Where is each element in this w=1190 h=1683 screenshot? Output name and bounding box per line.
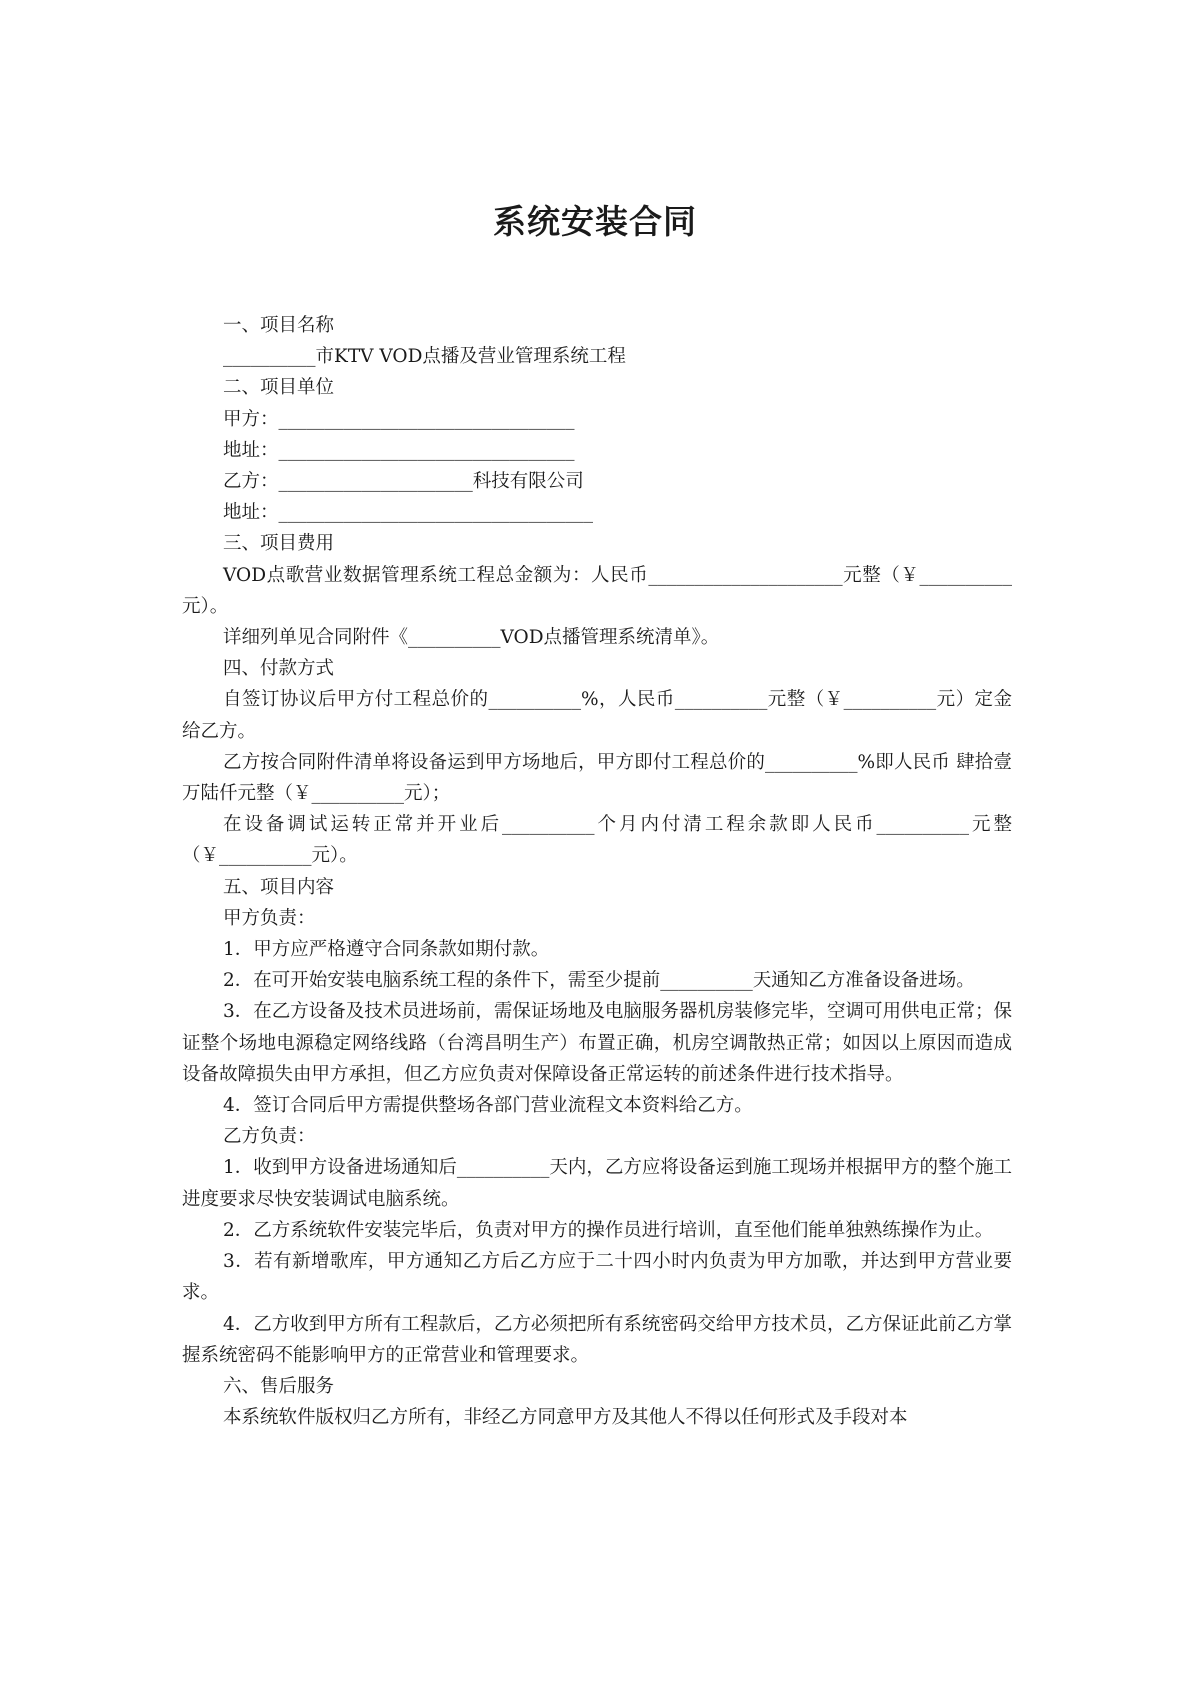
- party-a-address-line: 地址：________________________________: [223, 439, 575, 461]
- section-heading-project-name: 一、项目名称: [223, 315, 335, 336]
- deposit-paragraph: 自签订协议后甲方付工程总价的__________%，人民币__________元整（￥__________元）定金给乙方。: [182, 689, 1012, 742]
- party-b-address-line: 地址：__________________________________: [223, 502, 594, 524]
- section-heading-project-content: 五、项目内容: [223, 876, 335, 898]
- section-heading-after-sales: 六、售后服务: [223, 1375, 335, 1397]
- party-b-duties-heading: 乙方负责：: [223, 1126, 316, 1148]
- section-heading-project-parties: 二、项目单位: [223, 377, 335, 399]
- party-b-duty-1: 1．收到甲方设备进场通知后__________天内，乙方应将设备运到施工现场并根据甲方的整个施工进度要求尽快安装调试电脑系统。: [182, 1157, 1012, 1210]
- party-b-duty-2: 2．乙方系统软件安装完毕后，负责对甲方的操作员进行培训，直至他们能单独熟练操作为止。: [223, 1219, 994, 1241]
- party-a-line: 甲方：________________________________: [223, 408, 575, 430]
- party-a-duty-1: 1．甲方应严格遵守合同条款如期付款。: [223, 939, 550, 961]
- party-b-duty-3: 3．若有新增歌库，甲方通知乙方后乙方应于二十四小时内负责为甲方加歌，并达到甲方营业要求。: [182, 1251, 1012, 1304]
- after-sales-paragraph: 本系统软件版权归乙方所有，非经乙方同意甲方及其他人不得以任何形式及手段对本: [223, 1407, 908, 1429]
- attachment-reference-line: 详细列单见合同附件《__________VOD点播管理系统清单》。: [223, 627, 720, 649]
- party-a-duty-4: 4．签订合同后甲方需提供整场各部门营业流程文本资料给乙方。: [223, 1095, 753, 1117]
- final-payment-paragraph: 在设备调试运转正常并开业后__________个月内付清工程余款即人民币__________元整（￥__________元）。: [182, 814, 1012, 867]
- party-a-duties-heading: 甲方负责：: [223, 907, 316, 929]
- document-title: 系统安装合同: [493, 202, 697, 241]
- party-a-duty-2: 2．在可开始安装电脑系统工程的条件下，需至少提前__________天通知乙方准备设备进场。: [223, 970, 975, 992]
- delivery-payment-paragraph: 乙方按合同附件清单将设备运到甲方场地后，甲方即付工程总价的__________%即人民币 肆拾壹万陆仟元整（￥__________元）；: [182, 751, 1012, 805]
- section-heading-project-cost: 三、项目费用: [223, 533, 335, 555]
- project-name-line: __________市KTV VOD点播及营业管理系统工程: [223, 346, 626, 368]
- contract-body: [182, 310, 1012, 1433]
- party-b-duty-4: 4．乙方收到甲方所有工程款后，乙方必须把所有系统密码交给甲方技术员，乙方保证此前乙方掌握系统密码不能影响甲方的正常营业和管理要求。: [182, 1313, 1012, 1366]
- party-a-duty-3: 3．在乙方设备及技术员进场前，需保证场地及电脑服务器机房装修完毕，空调可用供电正常；保证整个场地电源稳定网络线路（台湾昌明生产）布置正确，机房空调散热正常；如因以上原因而造成设备故障损失由甲方承担，但乙方应负责对保障设备正常运转的前述条件进行技术指导。: [182, 1001, 1012, 1085]
- section-heading-payment: 四、付款方式: [223, 658, 335, 680]
- party-b-line: 乙方：_____________________科技有限公司: [223, 471, 584, 493]
- total-amount-paragraph: VOD点歌营业数据管理系统工程总金额为：人民币_____________________元整（￥__________元）。: [182, 564, 1012, 617]
